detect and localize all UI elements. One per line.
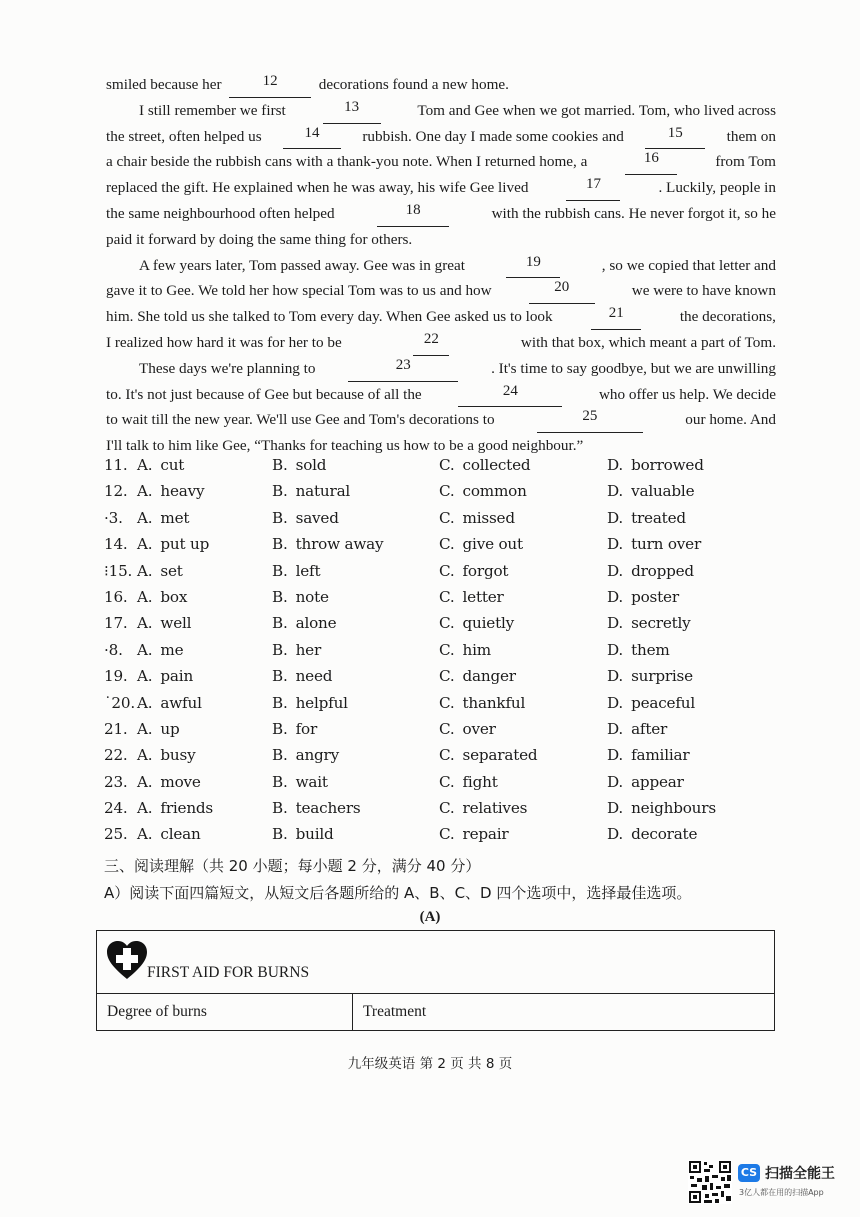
page-footer: 九年级英语 第 2 页 共 8 页 — [347, 1056, 513, 1072]
option-text: him — [462, 640, 491, 659]
passage-line-5 — [106, 175, 776, 201]
option-c — [439, 694, 525, 712]
passage-line-7 — [106, 227, 776, 253]
question-number: 19. — [104, 667, 128, 686]
option-letter: A. — [137, 799, 153, 818]
option-letter: D. — [607, 640, 624, 659]
option-text: heavy — [160, 482, 205, 501]
option-text: natural — [295, 482, 351, 501]
option-text: box — [160, 587, 188, 606]
option-c — [439, 614, 514, 632]
option-text: peaceful — [631, 693, 695, 712]
option-text: valuable — [631, 482, 695, 501]
blank-24: 24 — [458, 382, 562, 408]
option-a — [137, 614, 191, 632]
option-text: build — [295, 825, 334, 844]
passage-text: we were to have known — [631, 282, 776, 300]
option-letter: A. — [137, 561, 153, 580]
option-text: throw away — [295, 535, 384, 554]
option-d — [607, 825, 697, 843]
passage-text: them on — [726, 127, 776, 145]
option-letter: D. — [607, 772, 624, 791]
option-letter: C. — [439, 693, 455, 712]
option-letter: A. — [137, 535, 153, 554]
option-text: danger — [462, 667, 516, 686]
option-text: well — [160, 614, 192, 633]
option-c — [439, 746, 537, 764]
blank-25: 25 — [537, 407, 643, 433]
option-text: need — [295, 667, 333, 686]
option-d — [607, 641, 670, 659]
table-header-row — [97, 931, 774, 994]
option-text: up — [160, 719, 180, 738]
option-letter: C. — [439, 772, 455, 791]
option-text: her — [295, 640, 322, 659]
option-d — [607, 456, 704, 474]
table-title: FIRST AID FOR BURNS — [147, 964, 310, 981]
passage-text: paid it forward by doing the same thing for others. — [106, 230, 413, 248]
option-letter: D. — [607, 825, 624, 844]
brand-subtitle: 3亿人都在用的扫描App — [739, 1188, 824, 1197]
option-text: repair — [462, 825, 509, 844]
option-letter: D. — [607, 746, 624, 765]
option-letter: B. — [272, 535, 288, 554]
option-row — [104, 694, 784, 720]
option-text: saved — [295, 508, 339, 527]
option-c — [439, 773, 498, 791]
passage-text: with that box, which meant a part of Tom. — [520, 333, 776, 351]
option-row — [104, 799, 784, 825]
option-row — [104, 614, 784, 640]
option-text: collected — [462, 456, 531, 474]
option-row — [104, 746, 784, 772]
option-letter: C. — [439, 667, 455, 686]
option-text: angry — [295, 746, 339, 765]
passage-text: I'll talk to him like Gee, “Thanks for teaching us how to be a good neighbour.” — [106, 437, 584, 455]
option-text: note — [295, 587, 329, 606]
option-row — [104, 562, 784, 588]
blank-21: 21 — [591, 304, 641, 330]
passage-line-13 — [106, 382, 776, 408]
passage-line-2 — [106, 98, 776, 124]
passage-text: Tom and Gee when we got married. Tom, who lived across — [417, 101, 776, 119]
heart-plus-icon — [105, 939, 149, 981]
option-a — [137, 641, 183, 659]
option-text: clean — [160, 825, 201, 844]
col-treatment — [353, 994, 773, 1030]
option-letter: A. — [137, 667, 153, 686]
option-a — [137, 535, 209, 553]
option-text: decorate — [631, 825, 698, 844]
question-number: 17. — [104, 614, 128, 633]
option-letter: A. — [137, 508, 153, 527]
option-d — [607, 588, 679, 606]
option-d — [607, 746, 689, 764]
option-letter: C. — [439, 587, 455, 606]
option-c — [439, 641, 491, 659]
option-letter: D. — [607, 587, 624, 606]
option-text: friends — [160, 799, 214, 818]
option-text: dropped — [631, 561, 694, 580]
col-treatment-header: Treatment — [363, 1003, 427, 1020]
option-letter: B. — [272, 719, 288, 738]
blank-23: 23 — [348, 356, 458, 382]
passage-line-10 — [106, 304, 776, 330]
option-b — [272, 799, 360, 817]
option-c — [439, 588, 504, 606]
option-text: missed — [462, 508, 515, 527]
option-text: separated — [462, 746, 538, 765]
option-letter: A. — [137, 772, 153, 791]
passage-text: our home. And — [685, 411, 776, 429]
first-aid-table — [96, 930, 775, 1031]
option-row — [104, 456, 784, 482]
option-row — [104, 825, 784, 851]
option-text: them — [631, 640, 670, 659]
passage-text: A few years later, Tom passed away. Gee was in great — [139, 256, 466, 274]
blank-19: 19 — [506, 253, 560, 279]
option-letter: C. — [439, 640, 455, 659]
option-row — [104, 720, 784, 746]
option-a — [137, 746, 195, 764]
option-d — [607, 562, 694, 580]
blank-12: 12 — [229, 72, 311, 98]
option-b — [272, 694, 348, 712]
option-b — [272, 746, 339, 764]
passage-line-6 — [106, 201, 776, 227]
option-c — [439, 456, 530, 474]
option-a — [137, 799, 213, 817]
option-b — [272, 588, 329, 606]
option-text: awful — [160, 693, 202, 712]
option-letter: A. — [137, 825, 153, 844]
option-b — [272, 720, 317, 738]
option-d — [607, 667, 693, 685]
camscanner-logo-icon: CS — [738, 1164, 760, 1182]
brand-name: 扫描全能王 — [765, 1166, 835, 1182]
option-d — [607, 535, 701, 553]
option-text: set — [160, 561, 183, 580]
option-letter: D. — [607, 799, 624, 818]
option-c — [439, 720, 496, 738]
option-letter: B. — [272, 772, 288, 791]
option-b — [272, 482, 350, 500]
passage-text: , so we copied that letter and — [601, 256, 776, 274]
option-letter: A. — [137, 587, 153, 606]
option-a — [137, 694, 202, 712]
option-row — [104, 535, 784, 561]
question-number: 11. — [104, 456, 128, 474]
question-number: ˙20. — [104, 693, 135, 712]
option-text: familiar — [631, 746, 690, 765]
option-letter: C. — [439, 508, 455, 527]
option-text: thankful — [462, 693, 526, 712]
option-text: over — [462, 719, 496, 738]
option-a — [137, 825, 201, 843]
option-text: treated — [631, 508, 686, 527]
option-row — [104, 641, 784, 667]
option-d — [607, 773, 684, 791]
passage-text: . Luckily, people in — [658, 179, 776, 197]
option-d — [607, 509, 686, 527]
option-b — [272, 456, 326, 474]
option-text: forgot — [462, 561, 509, 580]
option-text: put up — [160, 535, 210, 554]
option-a — [137, 456, 184, 474]
option-row — [104, 509, 784, 535]
option-text: appear — [631, 772, 684, 791]
passage-text: the street, often helped us — [106, 127, 262, 145]
option-c — [439, 799, 527, 817]
option-text: neighbours — [631, 799, 716, 818]
option-text: alone — [295, 614, 337, 633]
section-instruction: A）阅读下面四篇短文，从短文后各题所给的 A、B、C、D 四个选项中，选择最佳选项。 — [104, 884, 692, 902]
passage-text: replaced the gift. He explained when he was away, his wife Gee lived — [106, 179, 529, 197]
option-letter: B. — [272, 587, 288, 606]
question-number: ·8. — [104, 640, 123, 659]
option-a — [137, 482, 204, 500]
option-b — [272, 509, 339, 527]
option-text: letter — [462, 587, 504, 606]
option-b — [272, 535, 383, 553]
option-text: poster — [631, 587, 679, 606]
option-letter: B. — [272, 799, 288, 818]
passage-text: rubbish. One day I made some cookies and — [362, 127, 624, 145]
option-c — [439, 509, 515, 527]
option-letter: B. — [272, 614, 288, 633]
option-letter: B. — [272, 667, 288, 686]
option-a — [137, 667, 193, 685]
blank-14: 14 — [283, 124, 341, 150]
option-text: move — [160, 772, 201, 791]
option-letter: C. — [439, 482, 455, 501]
option-letter: A. — [137, 746, 153, 765]
option-letter: A. — [137, 614, 153, 633]
option-d — [607, 614, 691, 632]
option-letter: C. — [439, 719, 455, 738]
option-letter: C. — [439, 614, 455, 633]
passage-text: I realized how hard it was for her to be — [106, 333, 342, 351]
option-letter: C. — [439, 561, 455, 580]
question-number: 14. — [104, 535, 128, 554]
option-letter: D. — [607, 719, 624, 738]
option-row — [104, 588, 784, 614]
option-text: me — [160, 640, 184, 659]
option-text: sold — [295, 456, 327, 474]
option-letter: D. — [607, 482, 624, 501]
passage-line-11 — [106, 330, 776, 356]
option-b — [272, 825, 334, 843]
option-text: turn over — [631, 535, 702, 554]
option-b — [272, 614, 336, 632]
option-letter: C. — [439, 799, 455, 818]
blank-17: 17 — [566, 175, 620, 201]
passage-line-14 — [106, 407, 776, 433]
option-a — [137, 562, 183, 580]
passage-text: a chair beside the rubbish cans with a thank-you note. When I returned home, a — [106, 153, 588, 171]
option-letter: A. — [137, 640, 153, 659]
option-a — [137, 588, 187, 606]
question-number: 16. — [104, 587, 128, 606]
option-text: quietly — [462, 614, 515, 633]
option-c — [439, 482, 527, 500]
option-letter: A. — [137, 693, 153, 712]
passage-line-9 — [106, 278, 776, 304]
option-row — [104, 667, 784, 693]
part-label: (A) — [419, 909, 441, 925]
option-letter: D. — [607, 456, 624, 474]
option-c — [439, 562, 508, 580]
option-letter: A. — [137, 719, 153, 738]
answer-options — [104, 456, 784, 852]
option-d — [607, 482, 694, 500]
option-letter: A. — [137, 456, 153, 474]
option-c — [439, 667, 516, 685]
option-row — [104, 482, 784, 508]
option-a — [137, 773, 201, 791]
option-letter: A. — [137, 482, 153, 501]
passage-text: from Tom — [715, 153, 776, 171]
option-letter: C. — [439, 535, 455, 554]
section-title: 三、阅读理解（共 20 小题；每小题 2 分，满分 40 分） — [104, 857, 481, 875]
option-b — [272, 667, 332, 685]
option-row — [104, 773, 784, 799]
blank-20: 20 — [529, 278, 595, 304]
option-d — [607, 720, 667, 738]
question-number: ·3. — [104, 508, 123, 527]
passage-text: These days we're planning to — [139, 359, 316, 377]
passage-text: . It's time to say goodbye, but we are unwilling — [491, 359, 776, 377]
option-c — [439, 825, 508, 843]
passage-text: who offer us help. We decide — [598, 385, 776, 403]
blank-16: 16 — [625, 149, 677, 175]
option-text: borrowed — [631, 456, 704, 474]
blank-15: 15 — [645, 124, 705, 150]
option-text: helpful — [295, 693, 348, 712]
passage-text: smiled because her — [106, 76, 222, 93]
passage-text: with the rubbish cans. He never forgot it, so he — [491, 204, 776, 222]
option-letter: C. — [439, 456, 455, 474]
option-letter: B. — [272, 482, 288, 501]
option-text: met — [160, 508, 190, 527]
question-number: 24. — [104, 799, 128, 818]
option-text: common — [462, 482, 527, 501]
option-letter: D. — [607, 561, 624, 580]
option-letter: D. — [607, 535, 624, 554]
option-c — [439, 535, 523, 553]
question-number: 12. — [104, 482, 128, 501]
option-text: give out — [462, 535, 523, 554]
passage-text: to wait till the new year. We'll use Gee and Tom's decorations to — [106, 411, 495, 429]
option-text: cut — [160, 456, 185, 474]
question-number: 25. — [104, 825, 128, 844]
passage-text: I still remember we first — [139, 101, 286, 119]
passage-text: decorations found a new home. — [318, 76, 509, 93]
blank-22: 22 — [413, 330, 449, 356]
option-a — [137, 509, 189, 527]
question-number: 22. — [104, 746, 128, 765]
option-d — [607, 799, 716, 817]
passage-line-1 — [106, 72, 776, 98]
qr-code-icon — [688, 1160, 732, 1204]
passage-line-8 — [106, 253, 776, 279]
option-text: pain — [160, 667, 194, 686]
option-letter: B. — [272, 693, 288, 712]
option-text: surprise — [631, 667, 693, 686]
passage-text: to. It's not just because of Gee but because of all the — [106, 385, 422, 403]
option-text: busy — [160, 746, 196, 765]
option-text: wait — [295, 772, 328, 791]
camscanner-watermark — [688, 1160, 848, 1208]
passage-text: him. She told us she talked to Tom every day. When Gee asked us to look — [106, 308, 553, 326]
passage-text: the decorations, — [679, 308, 776, 326]
option-text: fight — [462, 772, 498, 791]
option-letter: D. — [607, 508, 624, 527]
option-b — [272, 773, 328, 791]
col-degree — [97, 994, 353, 1030]
option-text: relatives — [462, 799, 528, 818]
option-text: after — [631, 719, 668, 738]
question-number: 23. — [104, 772, 128, 791]
cloze-passage — [106, 72, 776, 459]
blank-18: 18 — [377, 201, 449, 227]
passage-line-3 — [106, 124, 776, 150]
option-a — [137, 720, 180, 738]
option-b — [272, 641, 321, 659]
option-letter: B. — [272, 456, 288, 474]
question-number: ⁝15. — [104, 561, 133, 580]
option-text: teachers — [295, 799, 361, 818]
passage-line-4 — [106, 149, 776, 175]
blank-13: 13 — [323, 98, 381, 124]
option-letter: D. — [607, 693, 624, 712]
option-text: left — [295, 561, 321, 580]
option-letter: B. — [272, 746, 288, 765]
passage-line-12 — [106, 356, 776, 382]
option-d — [607, 694, 695, 712]
col-degree-header: Degree of burns — [107, 1003, 207, 1020]
passage-text: gave it to Gee. We told her how special Tom was to us and how — [106, 282, 492, 300]
option-letter: B. — [272, 640, 288, 659]
option-letter: B. — [272, 825, 288, 844]
passage-text: the same neighbourhood often helped — [106, 204, 335, 222]
option-letter: C. — [439, 825, 455, 844]
option-text: secretly — [631, 614, 691, 633]
option-text: for — [295, 719, 318, 738]
option-letter: D. — [607, 614, 624, 633]
option-letter: B. — [272, 561, 288, 580]
option-letter: D. — [607, 667, 624, 686]
option-letter: C. — [439, 746, 455, 765]
option-letter: B. — [272, 508, 288, 527]
option-b — [272, 562, 320, 580]
question-number: 21. — [104, 719, 128, 738]
